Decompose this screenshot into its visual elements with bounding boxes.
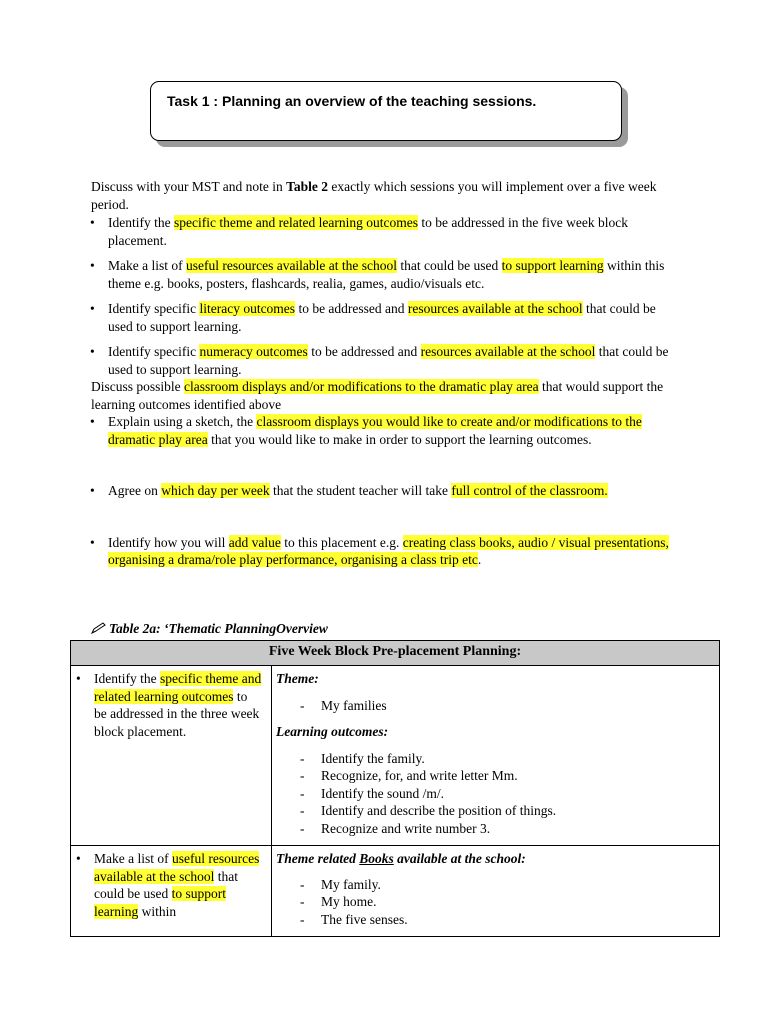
table-header-row [71, 641, 720, 666]
planning-table [70, 640, 720, 937]
intro-text: Discuss with your MST and note in [91, 179, 287, 194]
table-caption-text: Table 2a: ‘Thematic PlanningOverview [109, 621, 328, 636]
bullet-theme-outcomes [91, 214, 681, 249]
highlight-text: specific theme and related learning outcomes [94, 671, 262, 704]
highlight-text: which day per week [161, 483, 270, 498]
bullet-text: Identify how you will [108, 534, 229, 550]
bullet-text: to be addressed and [295, 301, 408, 316]
discuss-text-end: that would support the learning outcomes identified above [91, 379, 664, 412]
intro-table-ref: Table 2 [286, 179, 329, 194]
books-label [276, 850, 713, 868]
highlight-text: resources available at the school [407, 301, 583, 316]
intro-text-end: exactly which sessions you will implement over a five week period. [91, 179, 657, 212]
books-label-text: Theme related [276, 851, 360, 866]
bullet-literacy [91, 300, 681, 335]
list-item: - Identify the sound /m/. [276, 785, 713, 803]
bullet-sketch [91, 413, 681, 448]
cell-text: Identify the [94, 671, 160, 686]
table-bullet [77, 670, 263, 740]
bullet-text: that could be used to support learning. [108, 344, 669, 377]
cell-text: within [138, 903, 177, 919]
pencil-icon [91, 622, 107, 638]
highlight-text: numeracy outcomes [199, 344, 308, 359]
table-cell-task [71, 666, 272, 846]
bullet-text: Agree on [108, 483, 162, 498]
instructions [91, 178, 681, 569]
highlight-text: add value [228, 534, 281, 550]
bullet-text: to this placement e.g. [280, 534, 403, 550]
highlight-text: classroom displays and/or modifications to the dramatic play area [184, 379, 539, 394]
bullet-list-2 [91, 413, 681, 569]
discuss-text: Discuss possible [91, 379, 185, 394]
theme-list [276, 697, 713, 715]
table-row [71, 666, 720, 846]
bullet-text: that the student teacher will take [269, 483, 452, 498]
list-item: - Recognize, for, and write letter Mm. [276, 767, 713, 785]
bullet-text: Identify specific [108, 301, 200, 316]
learning-outcomes-label: Learning outcomes: [276, 724, 389, 739]
cell-text: that could be used [94, 868, 238, 901]
task-title: Task 1 : Planning an overview of the teaching sessions. [167, 93, 537, 109]
table-cell-content [272, 846, 720, 937]
highlight-text: classroom displays you would like to create and/or modifications to the dramatic play area [108, 414, 642, 447]
table-row [71, 846, 720, 937]
bullet-text: to be addressed in the five week block placement. [108, 215, 628, 248]
bullet-text: within this theme e.g. books, posters, flashcards, realia, games, audio/visuals etc. [108, 258, 665, 291]
highlight-text: useful resources available at the school [94, 851, 260, 884]
discuss-paragraph [91, 378, 681, 413]
bullet-add-value [91, 534, 681, 569]
books-label-text: available at the school: [393, 851, 526, 866]
bullet-text: . [477, 552, 482, 567]
highlight-text: literacy outcomes [199, 301, 296, 316]
outcomes-list [276, 750, 713, 838]
highlight-text: useful resources available at the school [185, 258, 398, 273]
bullet-text: Explain using a sketch, the [108, 414, 257, 429]
highlight-text: specific theme and related learning outcomes [173, 215, 419, 230]
bullet-resources [91, 257, 681, 292]
highlight-text: resources available at the school [420, 344, 596, 359]
theme-label: Theme: [276, 671, 319, 686]
bullet-text: Identify specific [108, 344, 200, 359]
table-bullet [77, 850, 263, 920]
highlight-text: creating class books, audio / visual presentations, organising a drama/role play performance, organising a class trip etc [108, 534, 669, 567]
bullet-text: that you would like to make in order to support the learning outcomes. [207, 431, 592, 447]
list-item: - The five senses. [276, 911, 713, 929]
table-header: Five Week Block Pre-placement Planning: [71, 641, 720, 666]
cell-text: Make a list of [94, 851, 172, 866]
intro-paragraph [91, 178, 681, 213]
table-cell-content [272, 666, 720, 846]
list-item: - My family. [276, 876, 713, 894]
bullet-text: Make a list of [108, 258, 186, 273]
highlight-text: full control of the classroom. [451, 483, 608, 498]
list-item: - Recognize and write number 3. [276, 820, 713, 838]
bullet-numeracy [91, 343, 681, 378]
task-title-box [150, 81, 622, 141]
bullet-text: to be addressed and [307, 344, 421, 359]
table-cell-task [71, 846, 272, 937]
bullet-list-1 [91, 214, 681, 378]
bullet-text: Identify the [108, 215, 174, 230]
cell-text: to be addressed in the three week block placement. [94, 688, 260, 739]
list-item: - My home. [276, 893, 713, 911]
bullet-control-day [91, 482, 681, 500]
books-label-underlined: Books [359, 851, 394, 866]
table-caption [91, 621, 328, 638]
list-item: - Identify the family. [276, 750, 713, 768]
highlight-text: to support learning [94, 886, 226, 919]
bullet-text: that could be used to support learning. [108, 301, 656, 334]
highlight-text: to support learning [501, 258, 604, 273]
list-item: - My families [276, 697, 713, 715]
list-item: - Identify and describe the position of things. [276, 802, 713, 820]
bullet-text: that could be used [397, 258, 502, 273]
books-list [276, 876, 713, 929]
